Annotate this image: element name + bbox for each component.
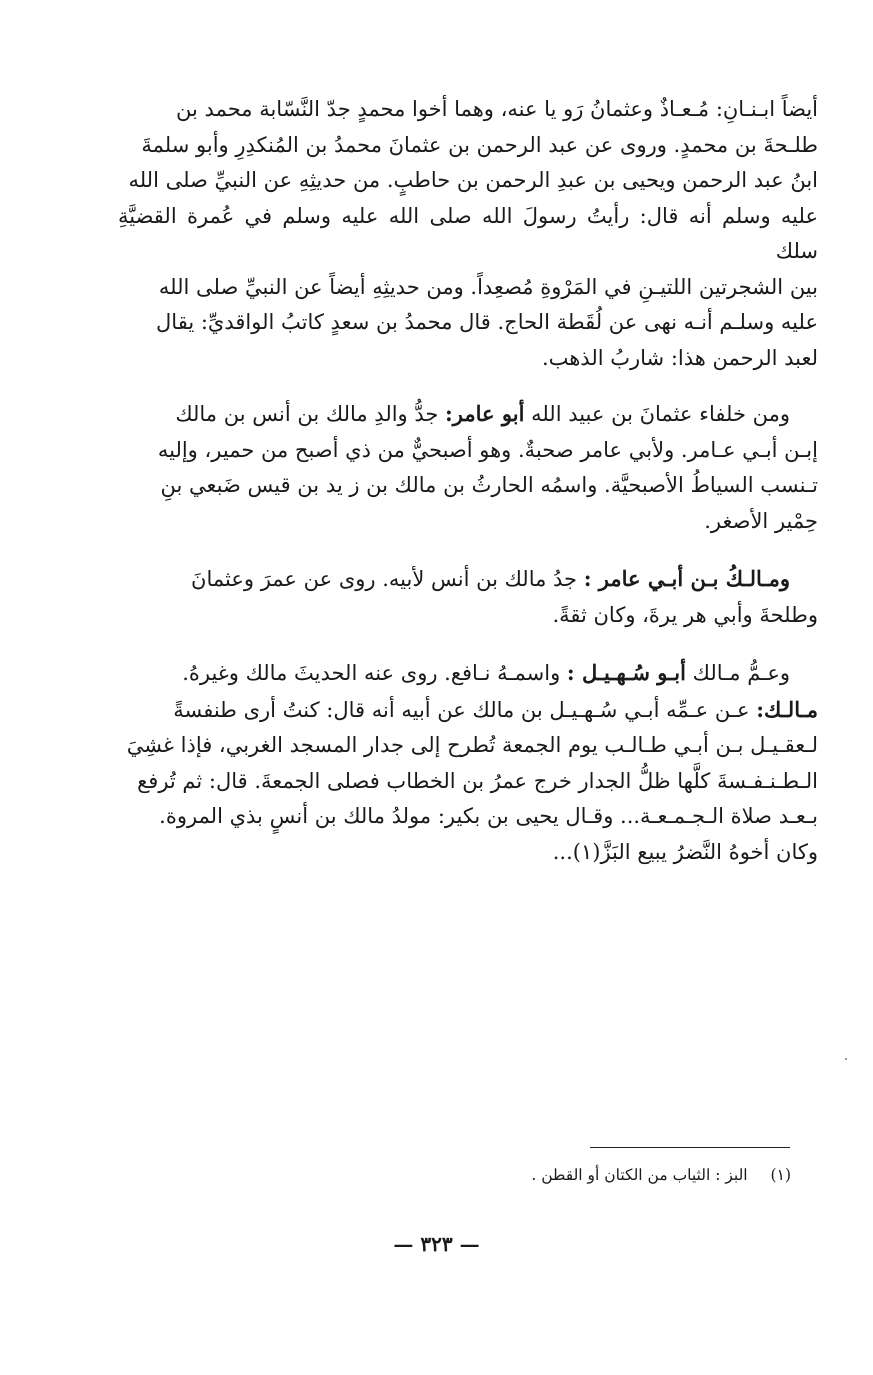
text-line: ومن خلفاء عثمانَ بن عبيد الله أبو عامر: جدُّ والدِ مالك بن أنس بن مالك [175,401,790,426]
paragraph-4 [118,655,818,870]
bold-name: أبو عامر: [445,401,525,426]
text-line: مـالـك: عـن عـمِّه أبـي سُـهـيـل بن مالك عن أبيه أنه قال: كنتُ أرى طنفسةً [173,696,818,722]
text-line: لعبد الرحمن هذا: شاربُ الذهب. [541,345,818,370]
page-number: — ٣٢٣ — [393,1232,480,1256]
main-text [118,92,818,892]
text-line: وكان أخوهُ النَّضرُ يبيع البَزَّ(١)... [552,839,818,864]
text-line: حِمْير الأصغر. [704,508,818,533]
text-line: وطلحةَ وأبي هر يرةَ، وكان ثقةً. [552,602,818,627]
text-line: بـعـد صلاة الـجـمـعـة... وقـال يحيى بن بكير: مولدُ مالك بن أنسٍ بذي المروة. [159,804,818,828]
footnote-marker: (١) [770,1166,791,1184]
footnote-text: البز : الثياب من الكتان أو القطن . [531,1166,748,1184]
text-line: عليه وسلـم أنـه نهى عن لُقَطة الحاج. قال محمدُ بن سعدٍ كاتبُ الواقديِّ: يقال [156,310,818,334]
text-line: وعـمُّ مـالك أبـو سُـهـيـل : واسمـهُ نـافع. روى عنه الحديثَ مالك وغيرهُ. [182,660,790,685]
bold-name: مـالـك: [756,696,818,722]
text-line: أيضاً ابـنـانِ: مُـعـاذٌ وعثمانُ رَو يا عنه، وهما أخوا محمدٍ جدّ النَّسّابة محمد بن [176,97,818,121]
footnote-separator [590,1147,790,1148]
text-line: ابنُ عبد الرحمن ويحيى بن عبدِ الرحمن بن حاطبٍ. من حديثِهِ عن النبيِّ صلى الله [128,168,818,192]
text-line: تـنسب السياطُ الأصبحيَّة. واسمُه الحارثُ بن مالك بن ز يد بن قيس ضَبعي بنِ [160,473,818,497]
text-line: طلـحةَ بن محمدٍ. وروى عن عبد الرحمن بن عثمانَ محمدُ بن المُنكدِرِ وأبو سلمةَ [141,132,818,157]
paragraph-1 [118,92,818,376]
text-line: ومـالـكُ بـن أبـي عامر : جدُ مالك بن أنس لأبيه. روى عن عمرَ وعثمانَ [191,566,790,591]
text-line: بين الشجرتين اللتيـنِ في المَرْوةِ مُصعِداً. ومن حديثِهِ أيضاً عن النبيِّ صلى الله [158,274,818,299]
paragraph-2 [118,396,818,539]
text-line: إبـن أبـي عـامر. ولأبي عامر صحبةٌ. وهو أصبحيٌّ من ذي أصبح من حمير، وإليه [157,437,818,462]
text-line: عليه وسلم أنه قال: رأيتُ رسولَ الله صلى الله عليه وسلم في عُمرة القضيَّةِ سلك [118,203,818,263]
bold-name: أبـو سُـهـيـل : [566,660,686,685]
paragraph-3 [118,561,818,633]
text-line: لـعقـيـل بـن أبـي طـالـب يوم الجمعة تُطرح إلى جدار المسجد الغربي، فإذا غشِيَ [126,733,818,757]
scan-speck [845,1058,847,1060]
bold-name: ومـالـكُ بـن أبـي عامر : [583,566,790,591]
text-line: الـطـنـفـسةَ كلَّها ظلُّ الجدار خرج عمرُ بن الخطاب فصلى الجمعةَ. قال: ثم تُرفع [137,768,818,793]
footnote [531,1162,791,1188]
